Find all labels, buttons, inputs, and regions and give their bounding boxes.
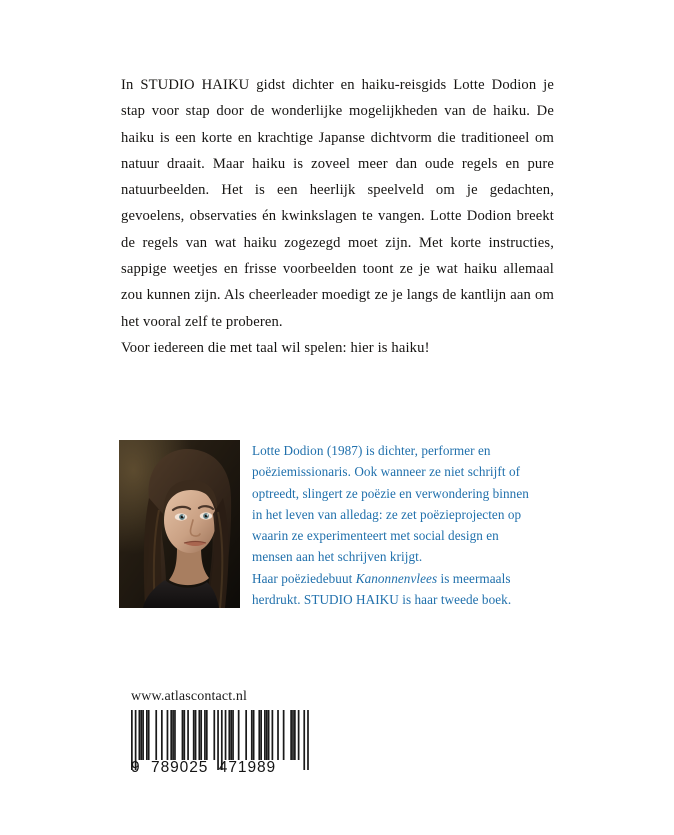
- author-bio-paragraph-1: Lotte Dodion (1987) is dichter, performer en poëziemissionaris. Ook wanneer ze niet schrijft of optreedt, slingert ze poëzie en verwondering binnen in het leven van alledag: ze zet poëzieprojecten op waarin ze experimenteert met social design en mensen aan het schrijven krijgt.: [252, 443, 529, 565]
- author-portrait-photo: [119, 440, 240, 608]
- author-bio-debut-title: Kanonnenvlees: [355, 570, 438, 586]
- author-bio-text: [252, 440, 542, 610]
- author-bio-debut-lead: Haar poëziedebuut: [252, 570, 356, 586]
- blurb-text-block: [121, 72, 554, 361]
- publisher-website[interactable]: www.atlascontact.nl: [131, 689, 248, 704]
- author-bio-debut-tail: is meermaals herdrukt. STUDIO HAIKU is haar tweede boek.: [252, 570, 512, 608]
- blurb-paragraph-1: In STUDIO HAIKU gidst dichter en haiku-reisgids Lotte Dodion je stap voor stap door de wonderlijke mogelijkheden van de haiku. De haiku is een korte en krachtige Japanse dichtvorm die traditioneel om natuur draait. Maar haiku is zoveel meer dan oude regels en pure natuurbeelden. Het is een heerlijk speelveld om je gedachten, gevoelens, observaties én kwinkslagen te vangen. Lotte Dodion breekt de regels van wat haiku zogezegd moet zijn. Met korte instructies, sappige weetjes en frisse voorbeelden toont ze je wat haiku allemaal zou kunnen zijn. Als cheerleader moedigt ze je langs de kantlijn aan om het vooral zelf te proberen.: [121, 77, 554, 330]
- isbn-barcode-digits: 9 789025 471989: [131, 759, 277, 776]
- blurb-paragraph-2: Voor iedereen die met taal wil spelen: hier is haiku!: [121, 339, 430, 356]
- isbn-barcode: [131, 710, 309, 776]
- footer-block: [131, 688, 309, 776]
- author-bio-paragraph-2: [252, 568, 542, 611]
